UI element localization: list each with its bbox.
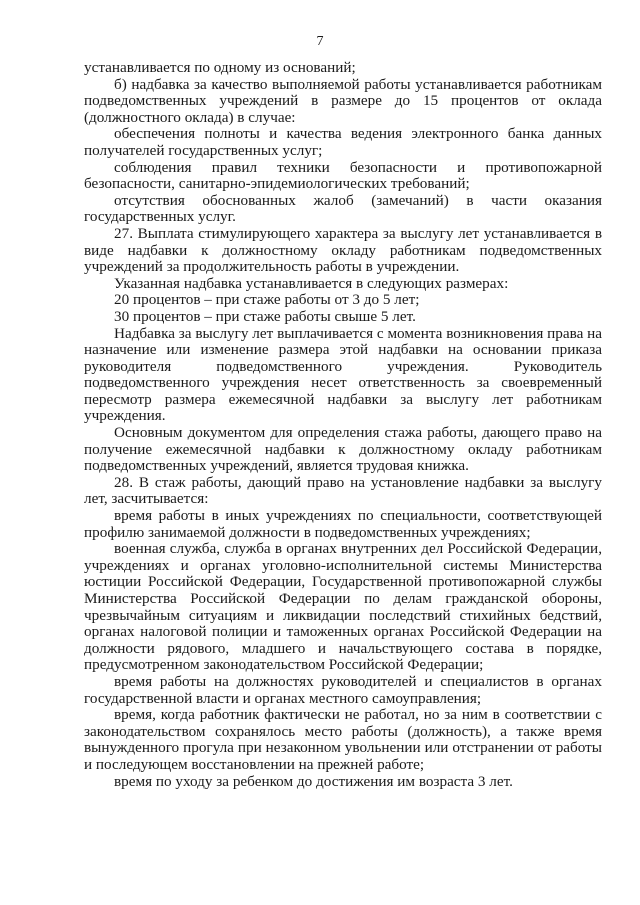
- paragraph: обеспечения полноты и качества ведения электронного банка данных получателей государственных услуг;: [84, 125, 602, 159]
- paragraph: время, когда работник фактически не работал, но за ним в соответствии с законодательством сохранялось место работы (должность), а также время вынужденного прогула при незаконном увольнении или отстранении от работы и последующем восстановлении на прежней работе;: [84, 706, 602, 773]
- paragraph: военная служба, служба в органах внутренних дел Российской Федерации, учреждениях и органах уголовно-исполнительной системы Министерства юстиции Российской Федерации, Государственной противопожарной службы Министерства Российской Федерации по делам гражданской обороны, чрезвычайным ситуациям и ликвидации последствий стихийных бедствий, органах налоговой полиции и таможенных органах Российской Федерации на должности рядового, младшего и начальствующего состава в порядке, предусмотренном законодательством Российской Федерации;: [84, 540, 602, 674]
- paragraph: время работы в иных учреждениях по специальности, соответствующей профилю занимаемой должности в подведомственных учреждениях;: [84, 507, 602, 541]
- paragraph: отсутствия обоснованных жалоб (замечаний) в части оказания государственных услуг.: [84, 191, 602, 226]
- paragraph: б) надбавка за качество выполняемой работы устанавливается работникам подведомственных учреждений в размере до 15 процентов от оклада (должностного оклада) в случае:: [84, 75, 602, 126]
- paragraph: 30 процентов – при стаже работы свыше 5 лет.: [114, 307, 416, 325]
- page-number: 7: [316, 34, 324, 49]
- paragraph: время по уходу за ребенком до достижения им возраста 3 лет.: [114, 772, 513, 790]
- paragraph: 28. В стаж работы, дающий право на установление надбавки за выслугу лет, засчитывается:: [84, 473, 602, 508]
- document-body: [84, 60, 602, 790]
- paragraph: 27. Выплата стимулирующего характера за выслугу лет устанавливается в виде надбавки к должностному окладу работникам подведомственных учреждений за продолжительность работы в учреждении.: [84, 224, 602, 276]
- paragraph: время работы на должностях руководителей и специалистов в органах государственной власти и органах местного самоуправления;: [84, 672, 602, 707]
- paragraph: устанавливается по одному из оснований;: [84, 59, 356, 76]
- paragraph: Указанная надбавка устанавливается в следующих размерах:: [114, 274, 509, 292]
- paragraph: Надбавка за выслугу лет выплачивается с момента возникновения права на назначение или изменение размера этой надбавки на основании приказа руководителя подведомственного учреждения. Руководитель подведомственного учреждения несет ответственность за своевременный пересмотр размера ежемесячной надбавки за выслугу лет работникам учреждения.: [84, 324, 602, 425]
- paragraph: соблюдения правил техники безопасности и противопожарной безопасности, санитарно-эпидемиологических требований;: [84, 158, 602, 193]
- paragraph: 20 процентов – при стаже работы от 3 до 5 лет;: [114, 291, 420, 309]
- paragraph: Основным документом для определения стажа работы, дающего право на получение ежемесячной надбавки к должностному окладу работникам подведомственных учреждений, является трудовая книжка.: [84, 424, 602, 475]
